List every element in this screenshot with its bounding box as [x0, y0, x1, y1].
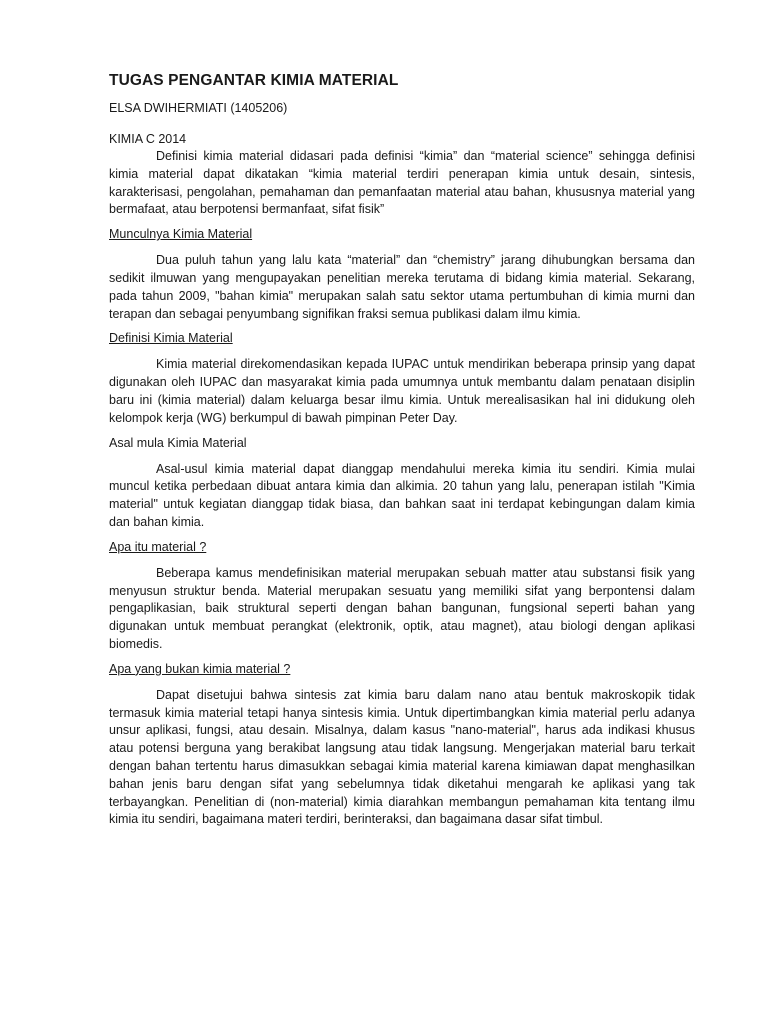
- section-heading: Apa itu material ?: [109, 539, 207, 554]
- document-content: [109, 71, 695, 829]
- section-paragraph: Dua puluh tahun yang lalu kata “material” dan “chemistry” jarang dihubungkan bersama dan sedikit ilmuwan yang mengupayakan penelitian mereka terutama di bidang kimia material. Sekarang, pada tahun 2009, "bahan kimia" merupakan salah satu sektor utama pertumbuhan di kimia murni dan terapan dan sebagai penyumbang signifikan fraksi semua publikasi dalam ilmu kimia.: [109, 253, 695, 321]
- intro-paragraph: Definisi kimia material didasari pada definisi “kimia” dan “material science” sehingga definisi kimia material dapat dikatakan “kimia material terdiri penerapan kimia untuk desain, sintesis, karakterisasi, pengolahan, pemahaman dan pemanfaatan material atau bahan, khususnya material yang bermafaat, atau berpotensi bermanfaat, sifat fisik”: [109, 149, 695, 217]
- section-asal-mula: [109, 435, 695, 532]
- document-title: TUGAS PENGANTAR KIMIA MATERIAL: [109, 72, 399, 89]
- section-heading: Apa yang bukan kimia material ?: [109, 661, 291, 676]
- section-munculnya: [109, 226, 695, 323]
- section-paragraph: Kimia material direkomendasikan kepada IUPAC untuk mendirikan beberapa prinsip yang dapat digunakan oleh IUPAC dan masyarakat kimia pada umumnya untuk membantu dalam penataan disiplin baru ini (kimia material) dalam keluarga besar ilmu kimia. Untuk merealisasikan hal ini didukung oleh kelompok kerja (WG) berkumpul di bawah pimpinan Peter Day.: [109, 357, 695, 425]
- section-paragraph: Dapat disetujui bahwa sintesis zat kimia baru dalam nano atau bentuk makroskopik tidak termasuk kimia material tetapi hanya sintesis kimia. Untuk dipertimbangkan kimia material perlu adanya unsur aplikasi, fungsi, atau desain. Misalnya, dalam kasus "nano-material", harus ada indikasi khusus atau potensi berguna yang berakibat langsung atau tidak langsung. Mengerjakan material baru terkait dengan bahan tertentu harus dimasukkan sebagai kimia material karena kimiawan dapat menghasilkan bahan jenis baru dengan sifat yang sebelumnya tidak diketahui mengarah ke aplikasi yang tak terbayangkan. Penelitian di (non-material) kimia diarahkan membangun pemahaman kita tentang ilmu kimia itu sendiri, bagaimana materi terdiri, berinteraksi, dan bagaimana dasar sifat timbul.: [109, 687, 695, 827]
- section-heading: Munculnya Kimia Material: [109, 227, 253, 242]
- author-line: ELSA DWIHERMIATI (1405206): [109, 101, 288, 115]
- section-heading: Asal mula Kimia Material: [109, 435, 247, 450]
- section-paragraph: Asal-usul kimia material dapat dianggap mendahului mereka kimia itu sendiri. Kimia mulai muncul ketika perbedaan dibuat antara kimia dan alkimia. 20 tahun yang lalu, penerapan istilah "Kimia material" untuk kegiatan dianggap tidak biasa, dan bahkan saat ini terdapat kebingungan dalam kimia dan bahan kimia.: [109, 461, 695, 529]
- section-bukan-kimia-material: [109, 661, 695, 829]
- section-heading: Definisi Kimia Material: [109, 331, 233, 346]
- class-line: KIMIA C 2014: [109, 132, 187, 146]
- section-paragraph: Beberapa kamus mendefinisikan material merupakan sebuah matter atau substansi fisik yang menyusun struktur benda. Material merupakan sesuatu yang memiliki sifat yang berpontensi dalam pengaplikasian, baik struktural seperti dengan bahan bangunan, fungsional seperti bahan yang digunakan untuk membuat perangkat (elektronik, optik, atau magnet), atau biologi dengan aplikasi biomedis.: [109, 565, 695, 651]
- section-apa-itu-material: [109, 539, 695, 654]
- section-definisi: [109, 330, 695, 427]
